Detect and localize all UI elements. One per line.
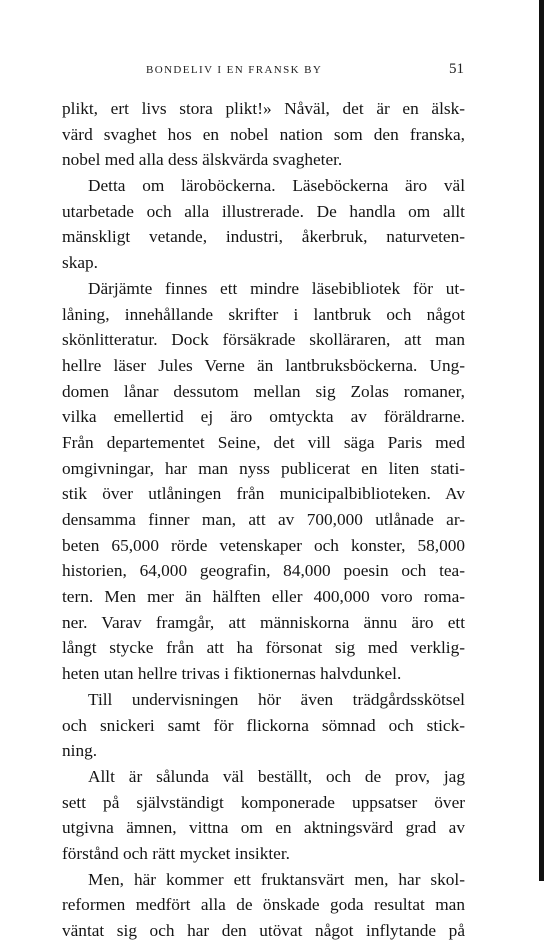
- text-line: vilka emellertid ej äro omtyckta av föräldrarne.: [62, 407, 465, 427]
- text-line: långt stycke från att ha försonat sig med verklig-: [62, 638, 465, 658]
- text-line: väntat sig och har den utövat något inflytande på: [62, 921, 465, 940]
- text-line: domen lånar dessutom mellan sig Zolas romaner,: [62, 381, 465, 401]
- text-line: utgivna ämnen, vittna om en aktningsvärd grad av: [62, 818, 465, 838]
- text-line: Från departementet Seine, det vill säga Paris med: [62, 432, 465, 452]
- text-line: historien, 64,000 geografin, 84,000 poesin och tea-: [62, 561, 465, 581]
- text-line: utarbetade och alla illustrerade. De handla om allt: [62, 201, 465, 221]
- text-line: Därjämte finnes ett mindre läsebibliotek för ut-: [88, 278, 465, 298]
- text-line: skönlitteratur. Dock försäkrade skolläraren, att man: [62, 330, 465, 350]
- running-head: [80, 61, 464, 84]
- text-line: sett på självständigt komponerade uppsatser över: [62, 792, 465, 812]
- text-line: låning, innehållande skrifter i lantbruk och något: [62, 304, 465, 324]
- text-line: ner. Varav framgår, att människorna ännu äro ett: [62, 612, 465, 632]
- text-line: nobel med alla dess älskvärda svagheter.: [62, 150, 343, 170]
- text-line: Men, här kommer ett fruktansvärt men, har skol-: [88, 869, 465, 889]
- text-line: omgivningar, har man nyss publicerat en liten stati-: [62, 458, 465, 478]
- text-line: beten 65,000 rörde vetenskaper och konster, 58,000: [62, 535, 465, 555]
- text-line: plikt, ert livs stora plikt!» Nåväl, det är en älsk-: [62, 99, 465, 118]
- text-line: och snickeri samt för flickorna sömnad och stick-: [62, 715, 465, 735]
- text-line: Detta om läroböckerna. Läseböckerna äro väl: [88, 176, 465, 196]
- text-line: tern. Men mer än hälften eller 400,000 voro roma-: [62, 587, 465, 607]
- text-line: heten utan hellre trivas i fiktionernas halvdunkel.: [62, 664, 402, 684]
- text-line: förstånd och rätt mycket insikter.: [62, 843, 290, 863]
- text-line: värd svaghet hos en nobel nation som den franska,: [62, 124, 465, 144]
- page-number: 51: [449, 61, 464, 77]
- text-line: Till undervisningen hör även trädgårdsskötsel: [88, 689, 465, 709]
- text-line: densamma finner man, att av 700,000 utlånade ar-: [62, 510, 465, 529]
- text-line: stik över utlåningen från municipalbiblioteken. Av: [62, 484, 465, 504]
- text-line: ning.: [62, 741, 98, 761]
- text-line: reformen medfört alla de önskade goda resultat man: [62, 895, 465, 915]
- running-title: BONDELIV I EN FRANSK BY: [146, 64, 323, 76]
- text-line: mänskligt vetande, industri, åkerbruk, naturveten-: [62, 227, 465, 247]
- text-line: Allt är sålunda väl beställt, och de prov, jag: [88, 766, 465, 786]
- body-text: [62, 96, 465, 944]
- page-edge-shadow: [539, 0, 544, 881]
- text-line: hellre läser Jules Verne än lantbruksböckerna. Ung-: [62, 355, 465, 375]
- text-line: skap.: [62, 253, 98, 273]
